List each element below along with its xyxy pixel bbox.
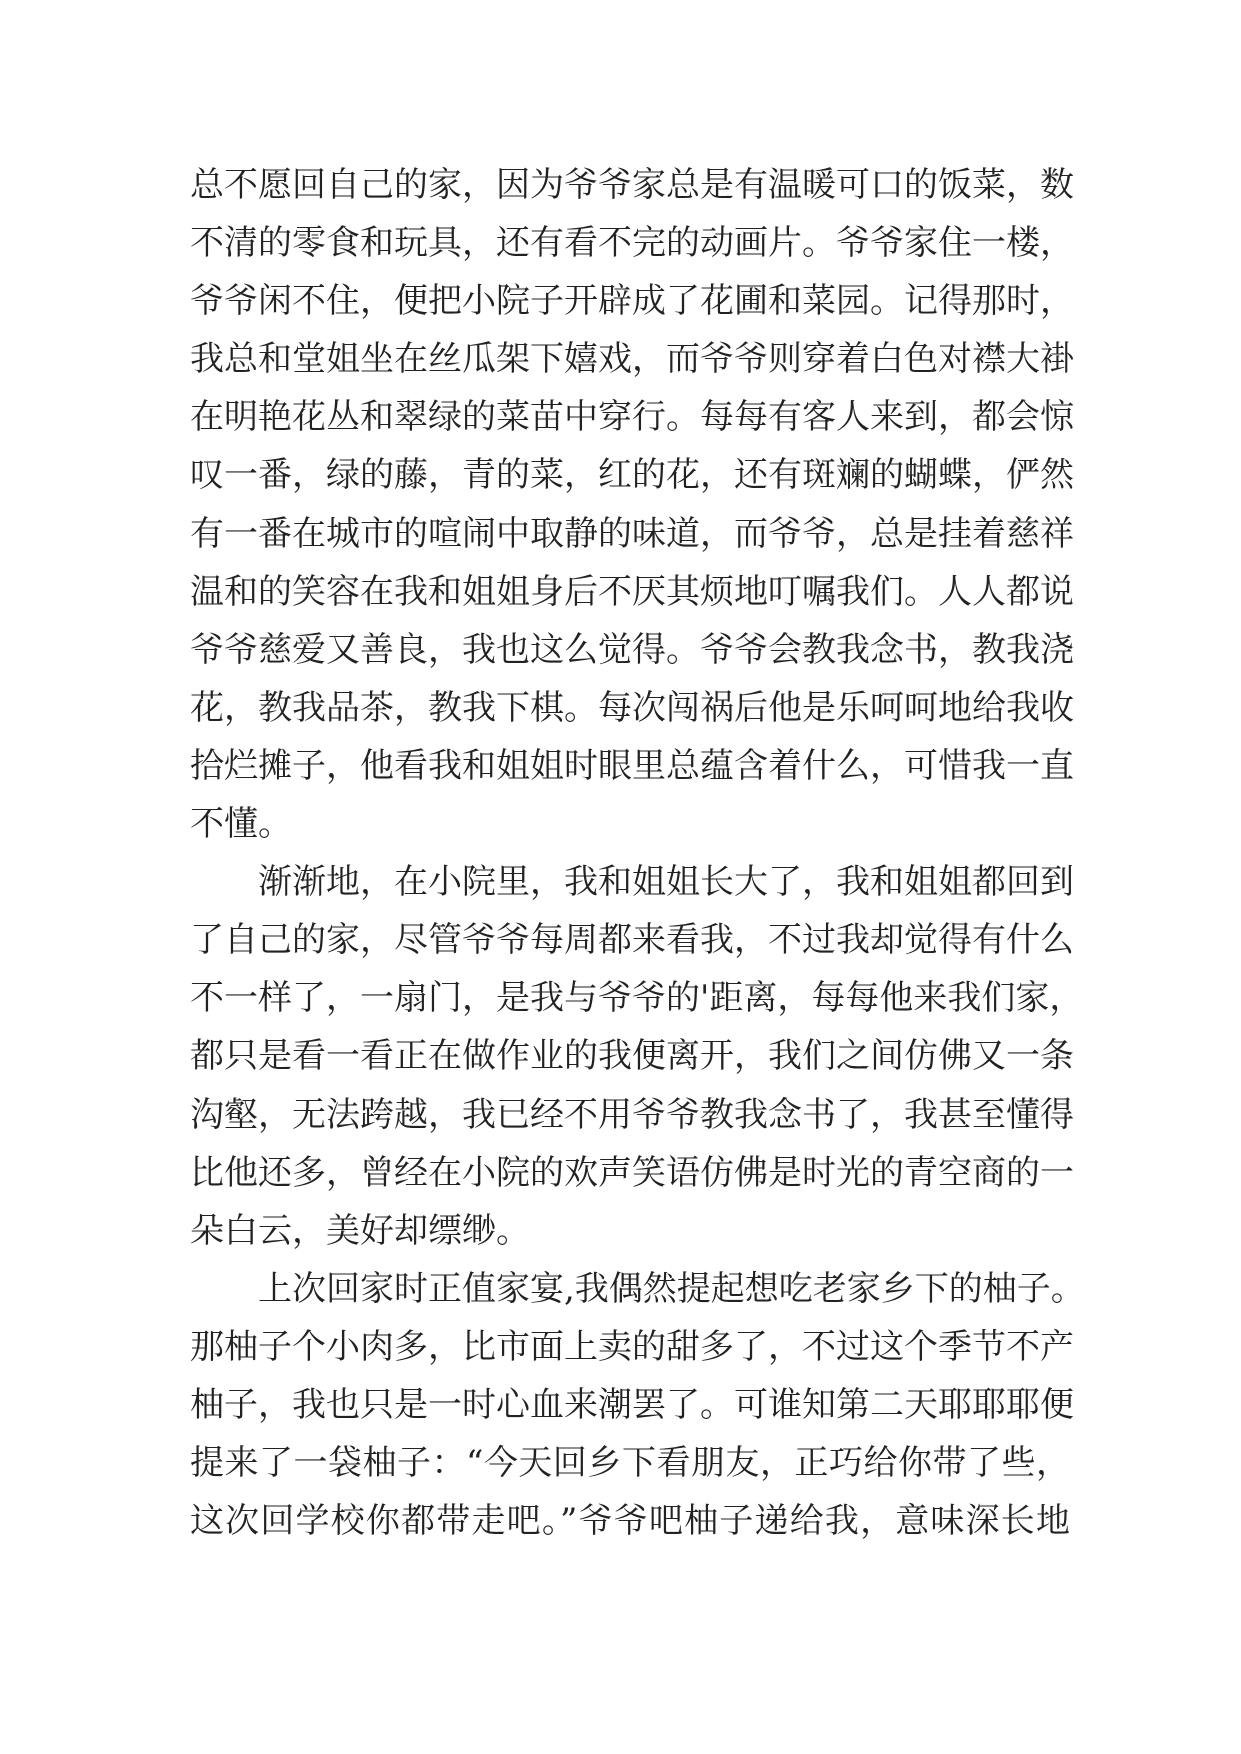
text-line: 渐渐地，在小院里，我和姐姐长大了，我和姐姐都回到 — [258, 862, 1074, 903]
text-line: 总不愿回自己的家，因为爷爷家总是有温暖可口的饭菜，数 — [190, 165, 1074, 205]
text-line: 那柚子个小肉多，比市面上卖的甜多了，不过这个季节不产 — [190, 1326, 1074, 1367]
text-line: 我总和堂姐坐在丝瓜架下嬉戏，而爷爷则穿着白色对襟大褂 — [190, 339, 1074, 380]
text-line: 温和的笑容在我和姐姐身后不厌其烦地叮嘱我们。人人都说 — [190, 571, 1074, 612]
text-line: 柚子，我也只是一时心血来潮罢了。可谁知第二天耶耶耶便 — [190, 1384, 1074, 1425]
text-line: 爷爷闲不住，便把小院子开辟成了花圃和菜园。记得那时， — [190, 281, 1074, 322]
text-line: 不清的零食和玩具，还有看不完的动画片。爷爷家住一楼， — [190, 223, 1074, 264]
body-text — [190, 156, 1085, 1550]
text-line: 提来了一袋柚子：“今天回乡下看朋友，正巧给你带了些， — [190, 1443, 1070, 1484]
text-line: 都只是看一看正在做作业的我便离开，我们之间仿佛又一条 — [190, 1036, 1074, 1077]
text-line: 不懂。 — [190, 804, 292, 845]
text-line: 这次回学校你都带走吧。”爷爷吧柚子递给我，意味深长地 — [190, 1501, 1070, 1542]
text-line: 拾烂摊子，他看我和姐姐时眼里总蕴含着什么，可惜我一直 — [190, 745, 1074, 786]
text-line: 朵白云，美好却缥缈。 — [190, 1210, 530, 1251]
text-line: 上次回家时正值家宴,我偶然提起想吃老家乡下的柚子。 — [258, 1268, 1085, 1309]
text-line: 叹一番，绿的藤，青的菜，红的花，还有斑斓的蝴蝶，俨然 — [190, 455, 1074, 496]
text-line: 爷爷慈爱又善良，我也这么觉得。爷爷会教我念书，教我浇 — [190, 629, 1074, 670]
text-line: 花，教我品茶，教我下棋。每次闯祸后他是乐呵呵地给我收 — [190, 687, 1074, 728]
text-line: 在明艳花丛和翠绿的菜苗中穿行。每每有客人来到，都会惊 — [190, 397, 1074, 438]
text-line: 不一样了，一扇门，是我与爷爷的'距离，每每他来我们家， — [190, 978, 1084, 1019]
text-line: 了自己的家，尽管爷爷每周都来看我，不过我却觉得有什么 — [190, 920, 1074, 961]
text-line: 比他还多，曾经在小院的欢声笑语仿佛是时光的青空商的一 — [190, 1152, 1074, 1193]
text-line: 有一番在城市的喧闹中取静的味道，而爷爷，总是挂着慈祥 — [190, 513, 1074, 554]
text-line: 沟壑，无法跨越，我已经不用爷爷教我念书了，我甚至懂得 — [190, 1094, 1074, 1135]
